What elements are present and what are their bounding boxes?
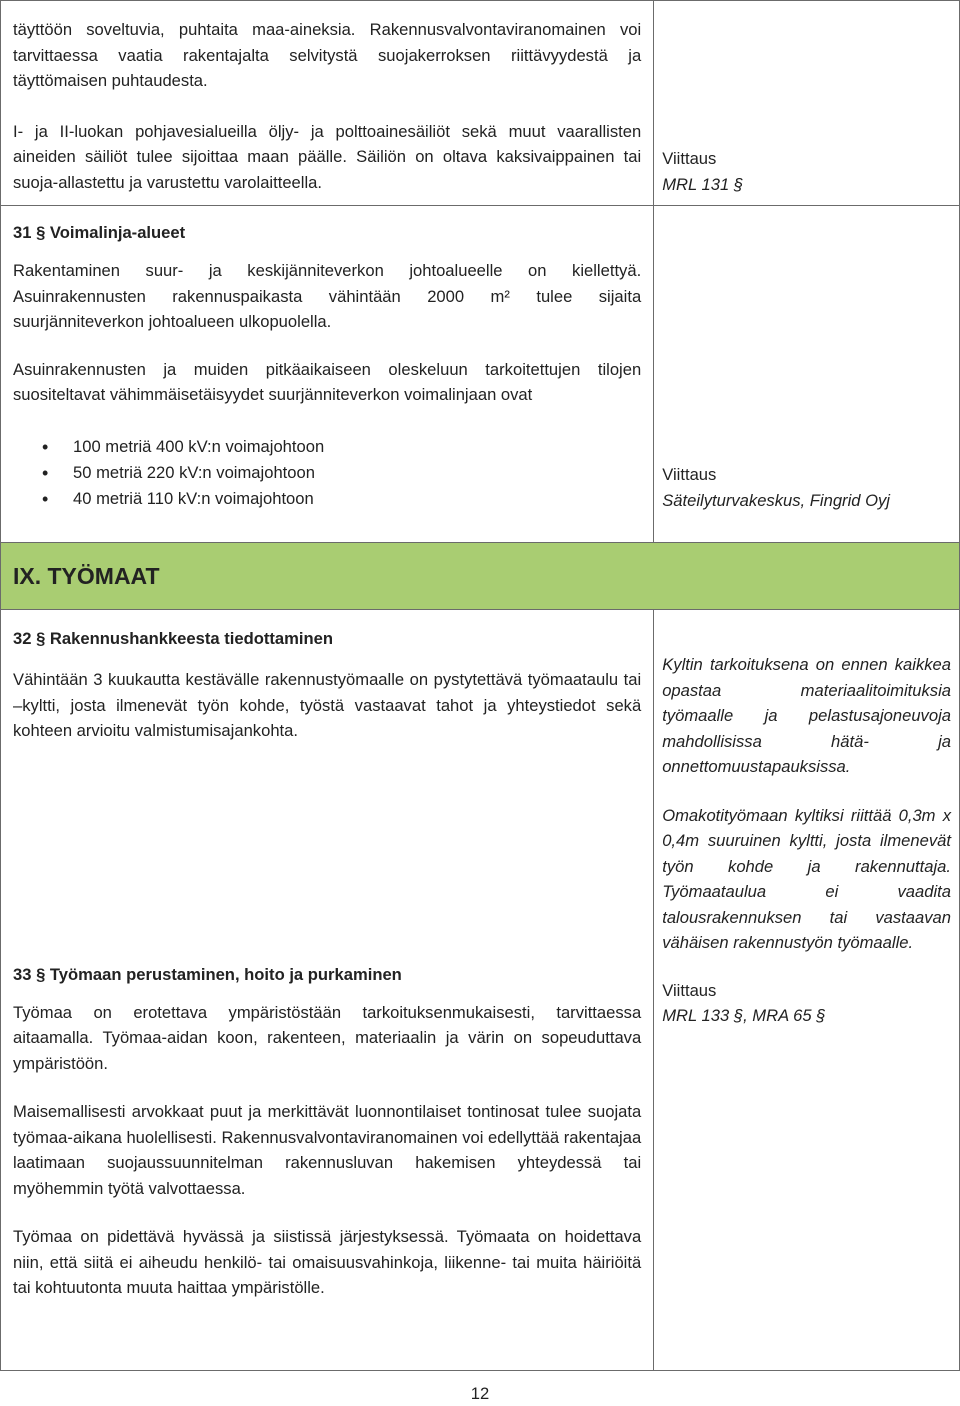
page-number: 12 bbox=[470, 1384, 490, 1403]
list-item: • 100 metriä 400 kV:n voimajohtoon bbox=[73, 434, 653, 460]
distance-list bbox=[1, 434, 653, 512]
paragraph: Asuinrakennusten ja muiden pitkäaikaiseen oleskeluun tarkoitettujen tilojen suositeltavat vähimmäisetäisyydet suurjänniteverkon voimalinjaan ovat bbox=[13, 359, 642, 404]
reference-label: Viittaus bbox=[662, 980, 717, 1000]
section-heading: 31 § Voimalinja-alueet bbox=[13, 223, 186, 242]
paragraph: Rakentaminen suur- ja keskijänniteverkon johtoalueelle on kiellettyä. Asuinrakennusten rakennuspaikasta vähintään 2000 m² tulee sijaita suurjänniteverkon johtoalueen ulkopuolella. bbox=[13, 261, 642, 331]
note: Kyltin tarkoituksena on ennen kaikkea opastaa materiaalitoimituksia työmaalle ja pelastusajoneuvoja mahdollisissa hätä- ja onnettomuustapauksissa. bbox=[662, 655, 951, 776]
reference-cell bbox=[654, 610, 960, 1371]
regulation-text-cell bbox=[1, 1, 654, 206]
paragraph: Vähintään 3 kuukautta kestävälle rakennustyömaalle on pystytettävä työmaataulu tai –kyltti, josta ilmenevät työn kohde, työstä vastaavat tahot ja yhteystiedot sekä kohteen arvioitu valmistumisajankohta. bbox=[13, 670, 642, 740]
paragraph: Maisemallisesti arvokkaat puut ja merkittävät luonnontilaiset tontinosat tulee suojata työmaa-aikana huolellisesti. Rakennusvalvontaviranomainen voi edellyttää rakentajaa laatimaan suojaussuunnitelman rakennusluvan hakemisen yhteydessä tai myöhemmin työtä valvottaessa. bbox=[13, 1102, 642, 1198]
table-row bbox=[1, 206, 960, 543]
table-row bbox=[1, 543, 960, 610]
table-row bbox=[1, 1, 960, 206]
table-row bbox=[1, 610, 960, 1371]
section-heading: 33 § Työmaan perustaminen, hoito ja purkaminen bbox=[13, 964, 402, 984]
section-title: IX. TYÖMAAT bbox=[13, 563, 160, 589]
reference-cell bbox=[654, 1, 960, 206]
regulation-text-cell bbox=[1, 610, 654, 1371]
list-item: • 50 metriä 220 kV:n voimajohtoon bbox=[73, 460, 653, 486]
paragraph: Työmaa on pidettävä hyvässä ja siistissä järjestyksessä. Työmaata on hoidettava niin, että siitä ei aiheudu henkilö- tai omaisuusvahinkoja, liikenne- tai muita häiriöitä tai kohtuutonta muuta haittaa ympäristölle. bbox=[13, 1227, 642, 1297]
regulation-text-cell bbox=[1, 206, 654, 543]
section-heading: 32 § Rakennushankkeesta tiedottaminen bbox=[13, 629, 334, 648]
reference-cell bbox=[654, 206, 960, 543]
reference-label: Viittaus bbox=[662, 465, 717, 484]
reference-label: Viittaus bbox=[662, 149, 717, 168]
paragraph: Työmaa on erotettava ympäristöstään tarkoituksenmukaisesti, tarvittaessa aitaamalla. Työmaa-aidan koon, rakenteen, materiaalin ja värin on sopeuduttava ympäristöön. bbox=[13, 1002, 642, 1073]
list-item: • 40 metriä 110 kV:n voimajohtoon bbox=[73, 486, 653, 512]
reference-value: MRL 131 § bbox=[662, 174, 744, 194]
paragraph: I- ja II-luokan pohjavesialueilla öljy- ja polttoainesäiliöt sekä muut vaarallisten aineiden säiliöt tulee sijoittaa maan päälle. Säiliön on oltava kaksivaippainen tai suoja-allastettu ja varustettu varolaitteella. bbox=[13, 121, 642, 192]
section-header bbox=[1, 543, 960, 610]
paragraph: täyttöön soveltuvia, puhtaita maa-aineksia. Rakennusvalvontaviranomainen voi tarvittaessa vaatia rakentajalta selvitystä suojakerroksen riittävyydestä ja täyttömaisen puhtaudesta. bbox=[13, 20, 642, 90]
reference-value: Säteilyturvakeskus, Fingrid Oyj bbox=[662, 490, 890, 510]
reference-value: MRL 133 §, MRA 65 § bbox=[662, 1006, 826, 1025]
note: Omakotityömaan kyltiksi riittää 0,3m x 0,4m suuruinen kyltti, josta ilmenevät työn kohde ja rakennuttaja. Työmaataulua ei vaadita talousrakennuksen tai vastaavan vähäisen rakennustyön työmaalle. bbox=[662, 805, 951, 952]
